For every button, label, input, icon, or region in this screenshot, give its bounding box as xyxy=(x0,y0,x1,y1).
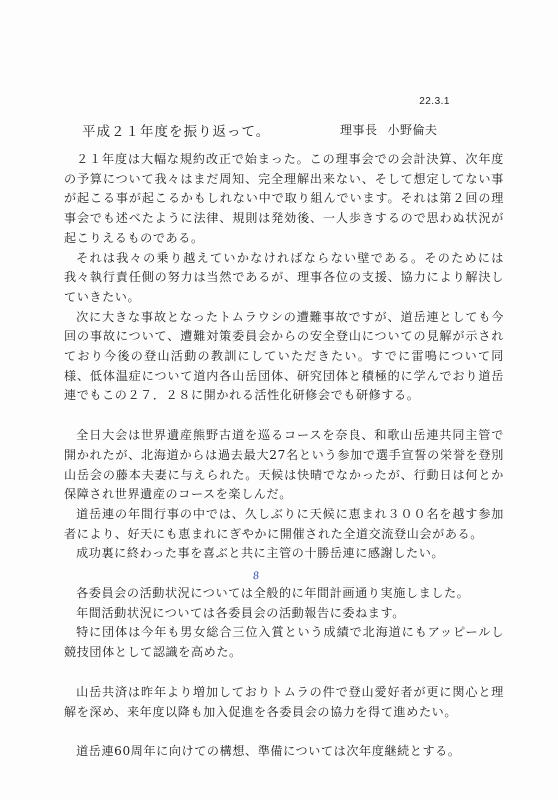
paragraph: 道岳連60周年に向けての構想、準備については次年度継続とする。 xyxy=(76,744,461,759)
paragraph: 年間活動状況については各委員会の活動報告に委ねます。 xyxy=(76,605,405,620)
paragraph: 特に団体は今年も男女総合三位入賞という成績で北海道にもアッピールし競技団体として認識を高めた。 xyxy=(64,625,504,660)
section-committees xyxy=(64,584,504,663)
paragraph: 道岳連の年間行事の中では、久しぶりに天候に恵まれ３００名を越す参加者により、好天にも恵まれにぎやかに開催された全道交流登山会がある。 xyxy=(64,506,504,541)
section-events xyxy=(64,426,504,564)
paragraph: それは我々の乗り越えていかなければならない壁である。そのためには我々執行責任側の努力は当然であるが、理事各位の支援、協力により解決していきたい。 xyxy=(64,250,504,304)
handwritten-annotation: 8 xyxy=(252,570,261,583)
author-line xyxy=(340,121,438,138)
author-role: 理事長 xyxy=(340,123,378,137)
paragraph: 山岳共済は昨年より増加しておりトムラの件で登山愛好者が更に関心と理解を深め、来年度以降も加入促進を各委員会の協力を得て進めたい。 xyxy=(64,684,504,719)
document-body xyxy=(64,150,504,782)
paragraph: 全日大会は世界遺産熊野古道を巡るコースを奈良、和歌山岳連共同主管で開かれたが、北海道からは過去最大27名という参加で選手宣誓の栄誉を登別山岳会の藤本夫妻に与えられた。天候は快晴でなかったが、行動日は何とか保障され世界遺産のコースを楽しんだ。 xyxy=(64,428,504,502)
paragraph: ２１年度は大幅な規約改正で始まった。この理事会での会計決算、次年度の予算について我々はまだ周知、完全理解出来ない、そして想定してない事が起こる事が起こるかもしれない中で取り組んでいます。それは第２回の理事会でも述べたように法律、規則は発効後、一人歩きするので思わぬ状況が起こりえるものである。 xyxy=(64,152,504,245)
paragraph: 次に大きな事故となったトムラウシの遭難事故ですが、道岳連としても今回の事故について、遭難対策委員会からの安全登山についての見解が示されており今後の登山活動の教訓にしていただきたい。すでに雷鳴について同様、低体温症について道内各山岳団体、研究団体と積極的に学んでおり道岳連でもこの２７．２８に開かれる活性化研修会でも研修する。 xyxy=(64,309,504,403)
paragraph: 成功裏に終わった事を喜ぶと共に主管の十勝岳連に感謝したい。 xyxy=(76,546,445,561)
author-name: 小野倫夫 xyxy=(387,123,438,137)
document-date: 22.3.1 xyxy=(419,96,450,107)
document-title: 平成２１年度を振り返って。 xyxy=(82,124,271,140)
section-overview xyxy=(64,150,504,406)
paragraph: 各委員会の活動状況については全般的に年間計画通り実施しました。 xyxy=(76,586,470,601)
section-insurance xyxy=(64,683,504,722)
section-anniversary xyxy=(64,742,504,762)
